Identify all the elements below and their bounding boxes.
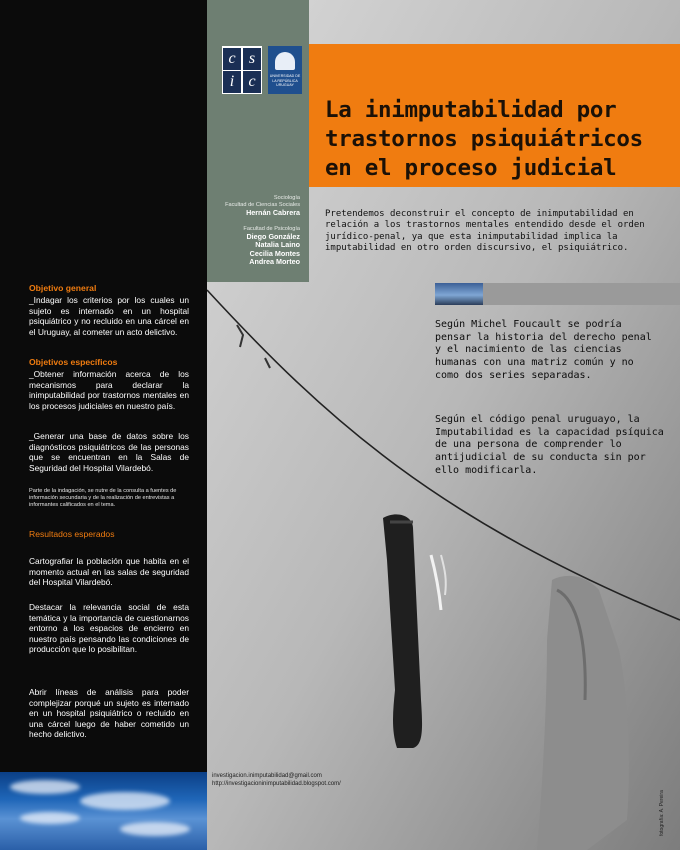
csic-logo: c s i c: [222, 46, 262, 94]
resultados-heading: Resultados esperados: [29, 529, 115, 539]
nota-metodologica: Parte de la indagación, se nutre de la consulta a fuentes de información secundaria y de la realización de entrevistas a informantes calificados en el tema.: [29, 488, 177, 508]
udelar-logo: UNIVERSIDAD DE LA REPÚBLICA URUGUAY: [268, 46, 302, 94]
objetivo-general-heading: Objetivo general: [29, 283, 97, 293]
building-icon: [275, 52, 295, 70]
objetivo-especifico-2: _Generar una base de datos sobre los diagnósticos psiquiátricos de las personas que se encuentran en la Salas de Seguridad del Hospital Vilardebó.: [29, 431, 189, 473]
objetivo-general-text: _Indagar los criterios por los cuales un sujeto es internado en un hospital psiquiátrico y no recluido en una cárcel en el Uruguay, al cometer un acto delictivo.: [29, 295, 189, 337]
resultado-2: Destacar la relevancia social de esta temática y la importancia de cuestionarnos entorno a los espacios de encierro en nuestro país pensando las condiciones de producción que lo posibilitan.: [29, 602, 189, 655]
contact-info: [212, 772, 341, 788]
poster-title: La inimputabilidad por trastornos psiquiátricos en el proceso judicial: [325, 97, 643, 181]
intro-paragraph: Pretendemos deconstruir el concepto de inimputabilidad en relación a los trastornos mentales entendido desde el orden jurídico-penal, ya que esta inimputabilidad implica la imputabilidad en otro orden discursivo, el psiquiátrico.: [325, 209, 645, 253]
objetivo-especifico-1: _Obtener información acerca de los mecanismos para declarar la inimputabilidad por trastornos mentales en los procesos judiciales en nuestro país.: [29, 369, 189, 411]
photo-credit: fotografía: A. Pereira: [659, 790, 665, 836]
email-link[interactable]: investigacion.inimputabilidad@gmail.com: [212, 773, 322, 779]
author-list: Sociología Facultad de Ciencias Sociales Hernán Cabrera Facultad de Psicología Diego González Natalia Laino Cecilia Montes Andrea Morteo: [225, 195, 300, 267]
resultado-1: Cartografiar la población que habita en el momento actual en las salas de seguridad del Hospital Vilardebó.: [29, 556, 189, 588]
sky-image: [0, 772, 207, 850]
codigo-paragraph: Según el código penal uruguayo, la Imputabilidad es la capacidad psíquica de una persona de comprender lo antijudicial de su conducta sin por ello modificarla.: [435, 414, 664, 476]
resultado-3: Abrir líneas de análisis para poder complejizar porqué un sujeto es internado en un hospital psiquiátrico o recluido en una cárcel luego de haber cometido un hecho delictivo.: [29, 687, 189, 740]
objetivos-especificos-heading: Objetivos específicos: [29, 357, 118, 367]
blog-link[interactable]: http://investigacioninimputabilidad.blogspot.com/: [212, 781, 341, 787]
thumbnail-image: [435, 283, 483, 305]
foucault-paragraph: Según Michel Foucault se podría pensar la historia del derecho penal y el nacimiento de las ciencias humanas con una matriz común y no como dos series separadas.: [435, 319, 652, 381]
